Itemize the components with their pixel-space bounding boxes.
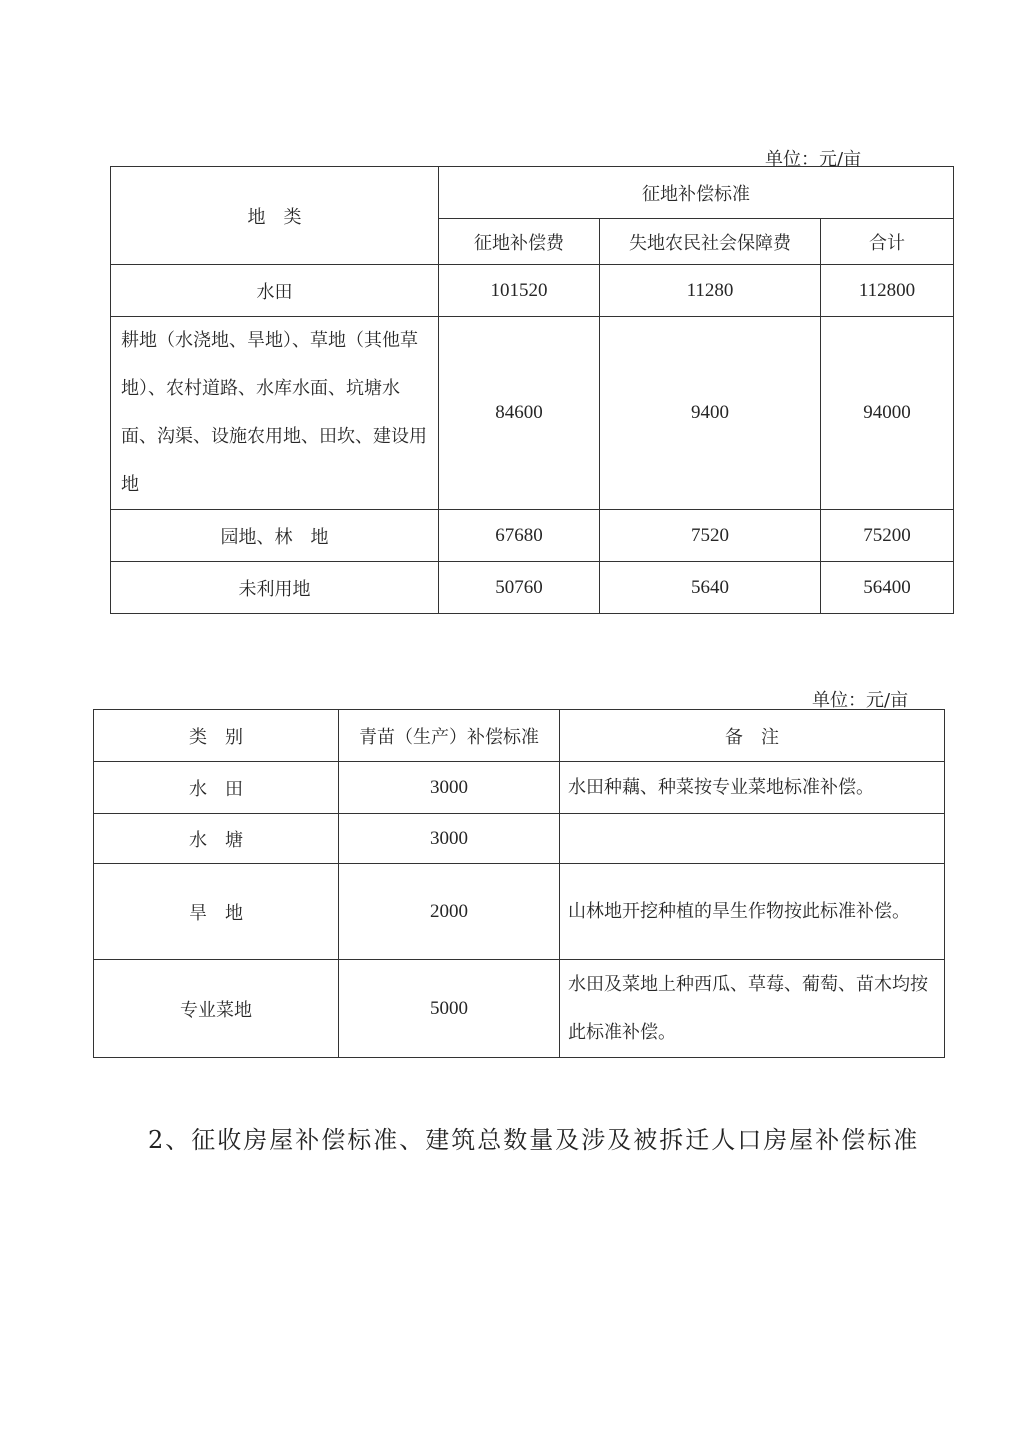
total-value: 75200 <box>821 510 954 562</box>
crop-standard-value: 5000 <box>339 960 560 1058</box>
section-heading: 2、征收房屋补偿标准、建筑总数量及涉及被拆迁人口房屋补偿标准 <box>148 1126 920 1154</box>
land-category: 园地、林 地 <box>111 510 439 562</box>
land-category: 未利用地 <box>111 562 439 614</box>
crop-note: 水田种藕、种菜按专业菜地标准补偿。 <box>560 762 945 814</box>
social-security-value: 9400 <box>600 317 821 510</box>
social-security-value: 7520 <box>600 510 821 562</box>
land-compensation-table <box>110 166 954 614</box>
table-row <box>111 317 954 510</box>
table-row <box>111 265 954 317</box>
land-category: 耕地（水浇地、旱地）、草地（其他草地）、农村道路、水库水面、坑塘水面、沟渠、设施农用地、田坎、建设用地 <box>111 317 439 510</box>
table-row <box>94 864 945 960</box>
crop-standard-value: 3000 <box>339 814 560 864</box>
total-header: 合计 <box>821 219 954 265</box>
table1-unit-label: 单位：元/亩 <box>765 149 862 170</box>
crop-standard-value: 2000 <box>339 864 560 960</box>
land-type-header: 地 类 <box>111 167 439 265</box>
crop-type: 水 田 <box>94 762 339 814</box>
crop-note: 水田及菜地上种西瓜、草莓、葡萄、苗木均按此标准补偿。 <box>560 960 945 1058</box>
crop-note: 山林地开挖种植的旱生作物按此标准补偿。 <box>560 864 945 960</box>
compensation-fee-header: 征地补偿费 <box>439 219 600 265</box>
total-value: 56400 <box>821 562 954 614</box>
social-security-header: 失地农民社会保障费 <box>600 219 821 265</box>
table-row <box>94 762 945 814</box>
type-header: 类 别 <box>94 710 339 762</box>
crop-type: 水 塘 <box>94 814 339 864</box>
table2-unit-label: 单位：元/亩 <box>812 690 909 711</box>
land-category: 水田 <box>111 265 439 317</box>
compensation-value: 101520 <box>439 265 600 317</box>
social-security-value: 11280 <box>600 265 821 317</box>
crop-type: 专业菜地 <box>94 960 339 1058</box>
crop-type: 旱 地 <box>94 864 339 960</box>
standard-group-header: 征地补偿标准 <box>439 167 954 219</box>
social-security-value: 5640 <box>600 562 821 614</box>
total-value: 112800 <box>821 265 954 317</box>
compensation-value: 67680 <box>439 510 600 562</box>
crop-compensation-table <box>93 709 945 1058</box>
compensation-value: 50760 <box>439 562 600 614</box>
crop-standard-header: 青苗（生产）补偿标准 <box>339 710 560 762</box>
table-row <box>111 562 954 614</box>
table-row <box>94 960 945 1058</box>
total-value: 94000 <box>821 317 954 510</box>
table-row <box>111 510 954 562</box>
crop-standard-value: 3000 <box>339 762 560 814</box>
compensation-value: 84600 <box>439 317 600 510</box>
crop-note <box>560 814 945 864</box>
table-row <box>94 814 945 864</box>
note-header: 备 注 <box>560 710 945 762</box>
